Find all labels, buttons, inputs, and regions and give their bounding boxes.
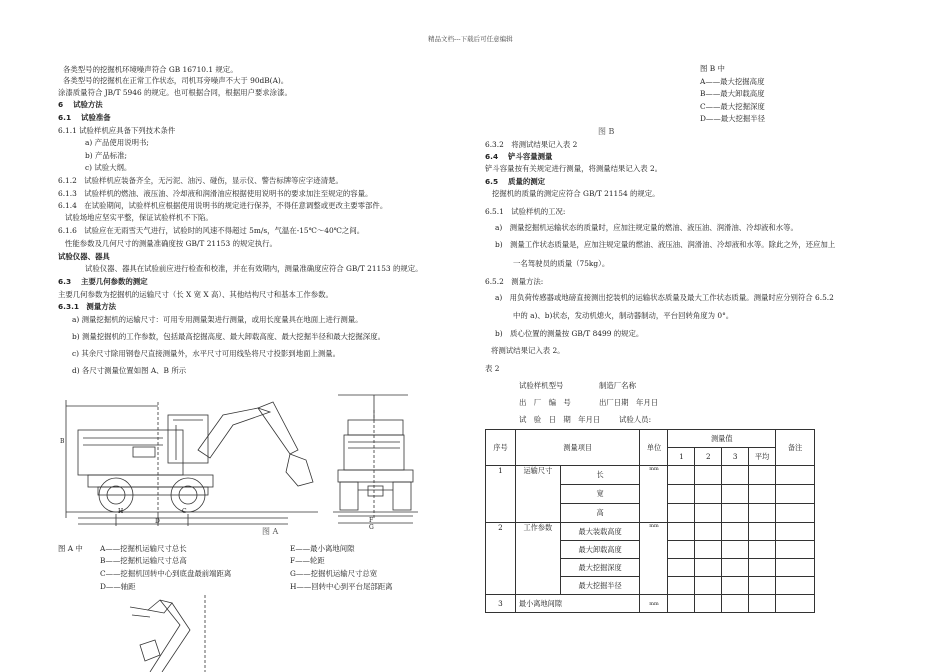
- table-cell: [776, 523, 815, 541]
- table-cell: [695, 595, 722, 613]
- table-cell: 最大挖掘半径: [560, 577, 640, 595]
- legend-item: A——最大挖掘高度: [700, 77, 765, 86]
- table-cell: 最大装载高度: [560, 523, 640, 541]
- form-serial: 出 厂 编 号: [519, 398, 571, 407]
- section-6-5-1: 6.5.1 试验样机的工况:: [485, 207, 566, 216]
- table-cell: [668, 541, 695, 559]
- table-cell: [695, 577, 722, 595]
- figure-a-front-view: [328, 390, 423, 530]
- table-cell: 长: [560, 466, 640, 485]
- page-header: 精品文档---下载后可任意编辑: [428, 35, 513, 43]
- table-cell: 运输尺寸: [515, 466, 560, 523]
- table-cell: [695, 466, 722, 485]
- table-cell: [776, 485, 815, 504]
- table-cell: [695, 523, 722, 541]
- table-header: 序号: [486, 430, 516, 466]
- table-cell: [668, 466, 695, 485]
- table-cell: 最小离地间隙: [515, 595, 640, 613]
- table-cell: [695, 559, 722, 577]
- list-item: b) 产品标准;: [85, 151, 128, 160]
- table-cell: [749, 523, 776, 541]
- list-item-cont: 中的 a)、b)状态，发动机熄火，制动器制动，平台回转角度为 0°。: [513, 311, 734, 320]
- section-6-5-2: 6.5.2 测量方法:: [485, 277, 544, 286]
- table-row: [486, 523, 815, 541]
- legend-item: A——挖掘机运输尺寸总长: [100, 544, 187, 553]
- table-cell: [722, 559, 749, 577]
- figure-a-caption: 图 A: [262, 527, 279, 536]
- table-cell: mm: [640, 595, 668, 613]
- table-row: [486, 466, 815, 485]
- dim-label-b: B: [60, 438, 65, 445]
- table-cell: 1: [486, 466, 516, 523]
- table-cell: mm: [640, 523, 668, 595]
- table-cell: 工作参数: [515, 523, 560, 595]
- para-paint: 涂漆质量符合 JB/T 5946 的规定。也可根据合同，根据用户要求涂漆。: [58, 88, 292, 97]
- legend-item: C——挖掘机回转中心到底盘最前端距离: [100, 569, 232, 578]
- list-item: a) 测量挖掘机的运输尺寸：可用专用测量架进行测量，或用长度量具在地面上进行测量。: [72, 315, 363, 324]
- table-header: 单位: [640, 430, 668, 466]
- section-6-1-4: 6.1.4 在试验期间，试验样机应根据使用说明书的规定进行保养，不得任意调整或更改主要零部件。: [58, 201, 388, 210]
- table-cell: [722, 595, 749, 613]
- table-cell: 3: [486, 595, 516, 613]
- section-6-4-text: 铲斗容量按有关规定进行测量，将测量结果记入表 2。: [485, 164, 663, 173]
- para-accuracy: 性能参数及几何尺寸的测量准确度按 GB/T 21153 的规定执行。: [65, 239, 277, 248]
- legend-item: D——最大挖掘半径: [700, 114, 766, 123]
- table-cell: [749, 559, 776, 577]
- list-item: a) 产品使用说明书;: [85, 138, 149, 147]
- form-maker: 制造厂名称: [599, 381, 636, 390]
- table-cell: [722, 485, 749, 504]
- table-header: 备注: [776, 430, 815, 466]
- section-6-1-3: 6.1.3 试验样机的燃油、液压油、冷却液和润滑油应根据使用说明书的要求加注至规定的容量。: [58, 189, 373, 198]
- table-cell: [668, 504, 695, 523]
- section-6-title: 6 试验方法: [58, 100, 103, 109]
- table-cell: [695, 485, 722, 504]
- table-cell: [668, 523, 695, 541]
- table-cell: [776, 577, 815, 595]
- legend-item: H——回转中心到平台尾部距离: [290, 582, 393, 591]
- table-header: 测量值: [668, 430, 776, 448]
- legend-item: B——挖掘机运输尺寸总高: [100, 556, 187, 565]
- table-header: 平均: [749, 448, 776, 466]
- section-6-1-2: 6.1.2 试验样机应装备齐全，无污泥、油污、碰伤，显示仪、警告标牌等应字迹清楚。: [58, 176, 343, 185]
- table-cell: [668, 559, 695, 577]
- list-item-cont: 一名驾驶员的质量（75kg）。: [513, 259, 610, 268]
- table-cell: [722, 541, 749, 559]
- section-6-5-text: 挖掘机的质量的测定应符合 GB/T 21154 的规定。: [492, 189, 660, 198]
- section-6-3-1-title: 6.3.1 测量方法: [58, 302, 116, 311]
- table-cell: [776, 541, 815, 559]
- legend-item: E——最小离地间隙: [290, 544, 355, 553]
- section-6-1-title: 6.1 试验准备: [58, 113, 111, 122]
- table-row: [486, 595, 815, 613]
- list-item: b) 测量工作状态质量是，应加注规定量的燃油、液压油、润滑油、冷却液和水等。除此之外，还应加上: [495, 240, 836, 249]
- form-tester: 试验人员:: [619, 415, 652, 424]
- section-6-3-text: 主要几何参数为挖掘机的运输尺寸（长 X 宽 X 高）、其他结构尺寸和基本工作参数。: [58, 290, 333, 299]
- table-cell: [695, 541, 722, 559]
- table-cell: mm: [640, 466, 668, 523]
- para-noise-env: 各类型号的挖掘机环境噪声符合 GB 16710.1 规定。: [63, 65, 238, 74]
- table-cell: [776, 559, 815, 577]
- figure-b-legend-title: 图 B 中: [700, 64, 725, 73]
- form-date-out: 出厂日期 年月日: [599, 398, 659, 407]
- table-cell: [776, 466, 815, 485]
- table-cell: [695, 504, 722, 523]
- table-cell: [776, 504, 815, 523]
- section-6-1-1: 6.1.1 试验样机应具备下列技术条件: [58, 126, 176, 135]
- table-2-title: 表 2: [485, 364, 500, 373]
- table-cell: 最大挖掘深度: [560, 559, 640, 577]
- para-record: 将测试结果记入表 2。: [491, 346, 565, 355]
- figure-b-drawing: [110, 595, 220, 672]
- dim-label-d: D: [155, 518, 160, 525]
- table-cell: 宽: [560, 485, 640, 504]
- dim-label-f: F: [369, 517, 374, 524]
- table-cell: [749, 504, 776, 523]
- table-cell: [776, 595, 815, 613]
- legend-item: F——轮距: [290, 556, 325, 565]
- instruments-text: 试验仪器、器具在试验前应进行检查和校准，并在有效期内，测量准确度应符合 GB/T 21153 的规定。: [85, 264, 423, 273]
- dim-label-g: G: [369, 524, 374, 531]
- table-cell: 最大卸载高度: [560, 541, 640, 559]
- figure-a-legend-title: 图 A 中: [58, 544, 83, 553]
- table-header: 测量项目: [515, 430, 640, 466]
- section-6-5-title: 6.5 质量的测定: [485, 177, 546, 186]
- instruments-title: 试验仪器、器具: [58, 252, 110, 261]
- dim-label-c: C: [182, 508, 187, 515]
- table-cell: [668, 595, 695, 613]
- para-noise-driver: 各类型号的挖掘机在正常工作状态，司机耳旁噪声不大于 90dB(A)。: [63, 76, 289, 85]
- section-6-3-title: 6.3 主要几何参数的测定: [58, 277, 148, 286]
- table-cell: [749, 485, 776, 504]
- dim-label-h: H: [118, 508, 124, 515]
- legend-item: B——最大卸载高度: [700, 89, 765, 98]
- table-cell: [749, 577, 776, 595]
- table-cell: [668, 577, 695, 595]
- section-6-3-2: 6.3.2 将测试结果记入表 2: [485, 140, 578, 149]
- table-cell: [668, 485, 695, 504]
- table-cell: [722, 523, 749, 541]
- table-cell: [749, 541, 776, 559]
- table-2: [485, 429, 815, 613]
- table-cell: [749, 466, 776, 485]
- section-6-1-6: 6.1.6 试验应在无雨雪天气进行，试验时的风速不得超过 5m/s，气温在-15℃～40℃之间。: [58, 226, 365, 235]
- legend-item: G——挖掘机运输尺寸总宽: [290, 569, 378, 578]
- table-cell: [722, 577, 749, 595]
- legend-item: C——最大挖掘深度: [700, 102, 765, 111]
- table-cell: [722, 466, 749, 485]
- legend-item: D——轴距: [100, 582, 136, 591]
- figure-a-side-view: [58, 390, 338, 530]
- table-cell: [749, 595, 776, 613]
- table-cell: 高: [560, 504, 640, 523]
- list-item: b) 质心位置的测量按 GB/T 8499 的规定。: [495, 329, 644, 338]
- table-header: 3: [722, 448, 749, 466]
- table-cell: 2: [486, 523, 516, 595]
- list-item: b) 测量挖掘机的工作参数，包括最高挖掘高度、最大卸载高度、最大挖掘半径和最大挖掘深度。: [72, 332, 385, 341]
- table-cell: [722, 504, 749, 523]
- list-item: a) 测量挖掘机运输状态的质量时，应加注规定量的燃油、液压油、润滑油、冷却液和水等。: [495, 223, 798, 232]
- section-6-4-title: 6.4 铲斗容量测量: [485, 152, 553, 161]
- list-item: d) 各尺寸测量位置如图 A、B 所示: [72, 366, 187, 375]
- figure-b-caption: 图 B: [598, 127, 615, 136]
- table-header: 1: [668, 448, 695, 466]
- list-item: c) 其余尺寸除用钢卷尺直接测量外，水平尺寸可用线坠将尺寸投影到地面上测量。: [72, 349, 341, 358]
- table-header: 2: [695, 448, 722, 466]
- form-model: 试验样机型号: [519, 381, 564, 390]
- form-test-date: 试 验 日 期 年月日: [519, 415, 601, 424]
- list-item: a) 用负荷传感器或地磅直接测出挖装机的运输状态质量及最大工作状态质量。测量时应分别符合 6.5.2: [495, 293, 834, 302]
- para-site: 试验场地应坚实平整，保证试验样机不下陷。: [65, 213, 213, 222]
- table-header-row: [486, 430, 815, 448]
- list-item: c) 试验大纲。: [85, 163, 132, 172]
